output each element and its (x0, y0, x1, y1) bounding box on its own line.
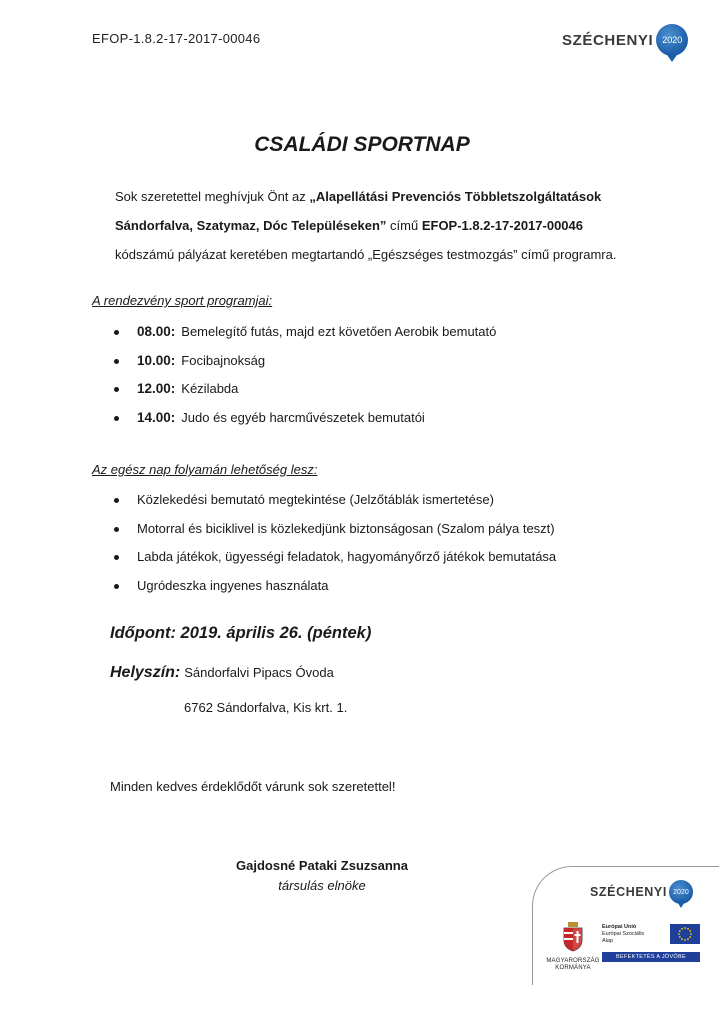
list-item (137, 404, 496, 433)
list-item (137, 375, 496, 404)
page-title: CSALÁDI SPORTNAP (254, 133, 470, 156)
program-time: 08.00: (137, 324, 176, 339)
government-line-1: MAGYARORSZÁG (546, 958, 600, 964)
event-date: Időpont: 2019. április 26. (péntek) (110, 624, 372, 642)
list-item: Motorral és biciklivel is közlekedjünk biztonságosan (Szalom pálya teszt) (137, 515, 556, 544)
government-line-2: KORMÁNYA (555, 965, 591, 971)
project-code: EFOP-1.8.2-17-2017-00046 (92, 31, 261, 46)
intro-project-code: EFOP-1.8.2-17-2017-00046 (421, 218, 583, 233)
government-label (538, 958, 608, 972)
event-address: 6762 Sándorfalva, Kis krt. 1. (184, 700, 348, 715)
program-time: 12.00: (137, 381, 176, 396)
eu-fund-logo (602, 924, 702, 960)
opportunities-list (137, 486, 556, 600)
program-text: Kézilabda (181, 381, 239, 396)
szechenyi-logo-word: SZÉCHENYI (590, 885, 667, 899)
eu-slogan-strip: BEFEKTETÉS A JÖVŐBE (602, 952, 700, 962)
funding-logo-block (532, 866, 718, 984)
sport-program-list (137, 318, 496, 432)
opportunities-heading: Az egész nap folyamán lehetőség lesz: (92, 462, 318, 477)
eu-line-2: Európai Szociális (602, 931, 645, 937)
intro-program-name: „Alapellátási Prevenciós Többletszolgáltatások Sándorfalva, Szatymaz, Dóc Településeken” (115, 189, 602, 233)
szechenyi-pin-icon (669, 880, 693, 904)
list-item: Közlekedési bemutató megtekintése (Jelzőtáblák ismertetése) (137, 486, 556, 515)
program-time: 14.00: (137, 409, 176, 425)
sport-program-heading: A rendezvény sport programjai: (92, 293, 273, 308)
signer-role: társulás elnöke (278, 878, 366, 893)
event-location (110, 664, 334, 682)
location-label: Helyszín: (110, 664, 181, 681)
szechenyi-2020-logo-small (590, 880, 693, 904)
program-time: 10.00: (137, 352, 176, 368)
intro-text-2: című (386, 218, 422, 233)
location-value: Sándorfalvi Pipacs Óvoda (184, 665, 334, 680)
signer-name: Gajdosné Pataki Zsuzsanna (236, 858, 408, 873)
szechenyi-pin-icon (656, 24, 688, 56)
intro-text-3: kódszámú pályázat keretében megtartandó „Egészséges testmozgás” című programra. (115, 247, 617, 262)
szechenyi-logo-year: 2020 (656, 24, 688, 56)
closing-sentence: Minden kedves érdeklődőt várunk sok szeretettel! (110, 779, 396, 794)
hungarian-coat-of-arms-icon (562, 922, 584, 952)
intro-text-1: Sok szeretettel meghívjuk Önt az (115, 189, 310, 204)
eu-line-3: Alap (602, 938, 614, 944)
program-text: Bemelegítő futás, majd ezt követően Aerobik bemutató (181, 324, 497, 339)
szechenyi-logo-year: 2020 (669, 880, 693, 904)
program-text: Judo és egyéb harcművészetek bemutatói (181, 409, 425, 425)
list-item (137, 347, 496, 376)
invitation-paragraph (115, 182, 635, 269)
eu-line-1: Európai Unió (602, 924, 637, 930)
szechenyi-logo-word: SZÉCHENYI (562, 31, 654, 49)
list-item (137, 318, 496, 347)
eu-flag-icon (670, 924, 700, 944)
szechenyi-2020-logo (562, 24, 688, 56)
program-text: Focibajnokság (181, 352, 266, 368)
list-item: Ugródeszka ingyenes használata (137, 572, 556, 601)
list-item: Labda játékok, ügyességi feladatok, hagyományőrző játékok bemutatása (137, 543, 556, 572)
